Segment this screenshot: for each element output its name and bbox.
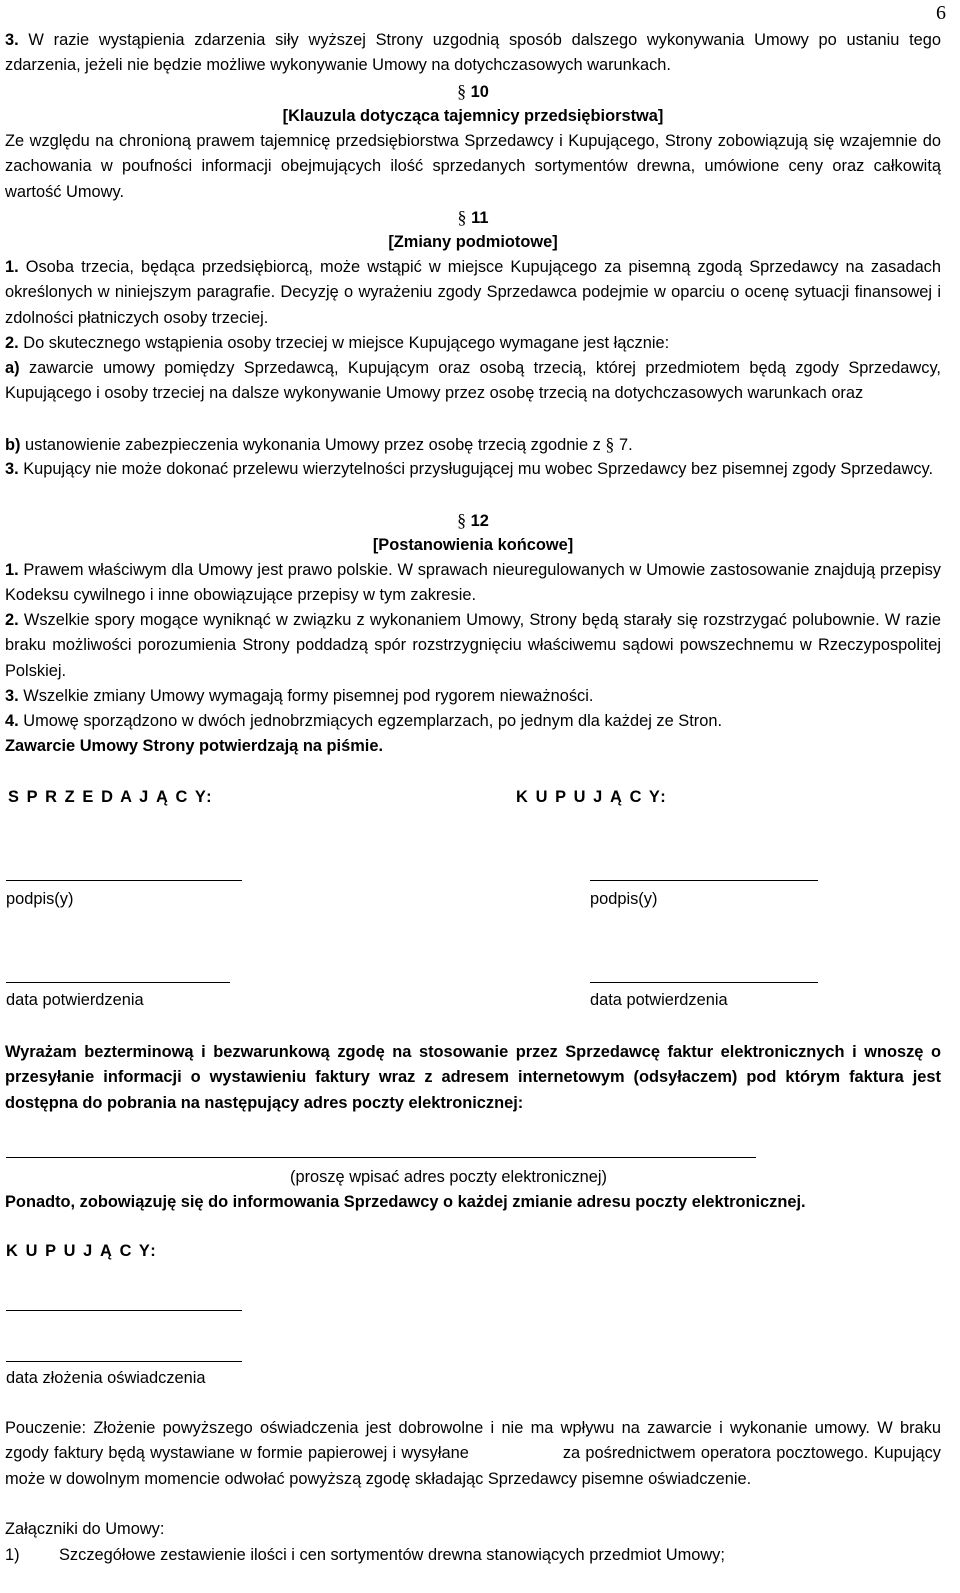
section-11-paragraph-2 xyxy=(5,331,941,356)
paragraph-text: Prawem właściwym dla Umowy jest prawo polskie. W sprawach nieuregulowanych w Umowie zastosowanie znajdują przepisy Kodeksu cywilnego i inne obowiązujące przepisy w tym zakresie. xyxy=(5,561,941,605)
buyer-date-line xyxy=(590,982,818,983)
section-number: 11 xyxy=(471,209,489,227)
seller-label: S P R Z E D A J Ą C Y: xyxy=(8,788,214,806)
attachment-text: Szczegółowe zestawienie ilości i cen sortymentów drewna stanowiących przedmiot Umowy; xyxy=(59,1546,725,1564)
paragraph-text: Do skutecznego wstąpienia osoby trzeciej w miejsce Kupującego wymagane jest łącznie: xyxy=(18,334,670,352)
section-12-paragraph-2 xyxy=(5,608,941,684)
section-11-paragraph-1 xyxy=(5,255,941,331)
consent-buyer-label: K U P U J Ą C Y: xyxy=(6,1242,158,1260)
section-sign: § xyxy=(605,434,615,454)
paragraph-number: 1. xyxy=(5,561,19,579)
consent-signature-line xyxy=(6,1310,242,1311)
point-text: zawarcie umowy pomiędzy Sprzedawcą, Kupującym oraz osobą trzecią, której przedmiotem będą zgody Sprzedawcy, Kupującego i osoby trzeciej na dalsze wykonywanie Umowy przez osobę trzecią na dotychczasowych warunkach oraz xyxy=(5,359,941,403)
paragraph-text: Kupujący nie może dokonać przelewu wierzytelności przysługującej mu wobec Sprzedawcy bez pisemnej zgody Sprzedawcy. xyxy=(18,460,934,478)
section-10-text: Ze względu na chronioną prawem tajemnicę przedsiębiorstwa Sprzedawcy i Kupującego, Strony zobowiązują się wzajemnie do zachowania w poufności informacji obejmujących ilość sprzedanych sortymentów drewna, umówione ceny oraz całkowitą wartość Umowy. xyxy=(5,132,941,201)
attachment-number: 1) xyxy=(5,1546,20,1564)
seller-signature-caption: podpis(y) xyxy=(6,890,74,908)
attachments-heading: Załączniki do Umowy: xyxy=(5,1520,165,1538)
einvoice-consent: Wyrażam bezterminową i bezwarunkową zgodę na stosowanie przez Sprzedawcę faktur elektronicznych i wnoszę o przesyłanie informacji o wystawieniu faktury wraz z adresem internetowym (odsyłaczem) pod którym faktura jest dostępna do pobrania na następujący adres poczty elektronicznej: xyxy=(5,1043,941,1112)
section-11-paragraph-3 xyxy=(5,457,941,482)
section-number: 12 xyxy=(470,512,489,530)
paragraph-number: 3. xyxy=(5,31,19,49)
paragraph-text: Osoba trzecia, będąca przedsiębiorcą, może wstąpić w miejsce Kupującego za pisemną zgodą Sprzedawcy na zasadach określonych w niniejszym paragrafie. Decyzję o wyrażeniu zgody Sprzedawca podejmie w oparciu o ocenę sytuacji finansowej i zdolności płatniczych osoby trzeciej. xyxy=(5,258,941,327)
section-11-heading xyxy=(5,205,941,231)
paragraph-text: Wszelkie spory mogące wyniknąć w związku z wykonaniem Umowy, Strony będą starały się rozstrzygać polubownie. W razie braku możliwości porozumienia Strony poddadzą spór rozstrzygnięciu właściwemu sądowi powszechnemu w Rzeczypospolitej Polskiej. xyxy=(5,611,941,680)
closing-statement: Zawarcie Umowy Strony potwierdzają na piśmie. xyxy=(5,737,384,755)
force-majeure-paragraph xyxy=(5,28,941,79)
paragraph-number: 3. xyxy=(5,687,19,705)
submission-date-caption: data złożenia oświadczenia xyxy=(6,1369,206,1387)
attachment-item xyxy=(5,1543,941,1568)
section-12-paragraph-4 xyxy=(5,709,941,734)
paragraph-number: 3. xyxy=(5,460,19,478)
section-10-title: [Klauzula dotycząca tajemnicy przedsiębiorstwa] xyxy=(282,107,664,125)
section-12-paragraph-1 xyxy=(5,558,941,609)
section-sign: § xyxy=(457,510,467,530)
seller-date-caption: data potwierdzenia xyxy=(6,991,144,1009)
buyer-label: K U P U J Ą C Y: xyxy=(516,788,668,806)
seller-date-line xyxy=(6,982,230,983)
paragraph-text: Umowę sporządzono w dwóch jednobrzmiących egzemplarzach, po jednym dla każdej ze Stron. xyxy=(18,712,722,730)
paragraph-number: 1. xyxy=(5,258,19,276)
point-letter: a) xyxy=(5,359,20,377)
section-sign: § xyxy=(457,207,467,227)
seller-signature-line xyxy=(6,880,242,881)
paragraph-number: 2. xyxy=(5,334,19,352)
section-sign: § xyxy=(457,81,467,101)
buyer-date-caption: data potwierdzenia xyxy=(590,991,728,1009)
page-number: 6 xyxy=(936,2,946,24)
email-address-line xyxy=(6,1157,756,1158)
notice-text-part-2: za pośrednictwem operatora pocztowego. Kupujący może w dowolnym momencie odwołać powyższą zgodę składając Sprzedawcy pisemne oświadczenie. xyxy=(5,1444,941,1488)
email-caption: (proszę wpisać adres poczty elektronicznej) xyxy=(290,1168,608,1186)
point-text: ustanowienie zabezpieczenia wykonania Umowy przez osobę trzecią zgodnie z xyxy=(20,436,606,454)
email-change-notice: Ponadto, zobowiązuję się do informowania Sprzedawcy o każdej zmianie adresu poczty elektronicznej. xyxy=(5,1193,806,1211)
section-number: 10 xyxy=(470,83,489,101)
consent-date-line xyxy=(6,1361,242,1362)
paragraph-number: 4. xyxy=(5,712,19,730)
buyer-signature-caption: podpis(y) xyxy=(590,890,658,908)
notice-text-part-1: Pouczenie: Złożenie powyższego oświadczenia jest dobrowolne i nie ma wpływu na zawarcie i wykonanie umowy. W braku zgody faktury będą wystawiane w formie papierowej i wysyłane xyxy=(5,1419,941,1463)
section-12-title: [Postanowienia końcowe] xyxy=(372,536,574,554)
paragraph-text: Wszelkie zmiany Umowy wymagają formy pisemnej pod rygorem nieważności. xyxy=(18,687,594,705)
buyer-signature-line xyxy=(590,880,818,881)
section-11-point-b xyxy=(5,432,941,458)
section-10-heading xyxy=(5,79,941,105)
section-12-paragraph-3 xyxy=(5,684,941,709)
paragraph-text: W razie wystąpienia zdarzenia siły wyższej Strony uzgodnią sposób dalszego wykonywania Umowy po ustaniu tego zdarzenia, jeżeli nie będzie możliwe wykonywanie Umowy na dotychczasowych warunkach. xyxy=(5,31,941,75)
section-reference: 7. xyxy=(618,436,633,454)
section-11-point-a xyxy=(5,356,941,407)
section-11-title: [Zmiany podmiotowe] xyxy=(388,233,558,251)
point-letter: b) xyxy=(5,436,21,454)
paragraph-number: 2. xyxy=(5,611,19,629)
instruction-notice xyxy=(5,1416,941,1492)
section-12-heading xyxy=(5,508,941,534)
